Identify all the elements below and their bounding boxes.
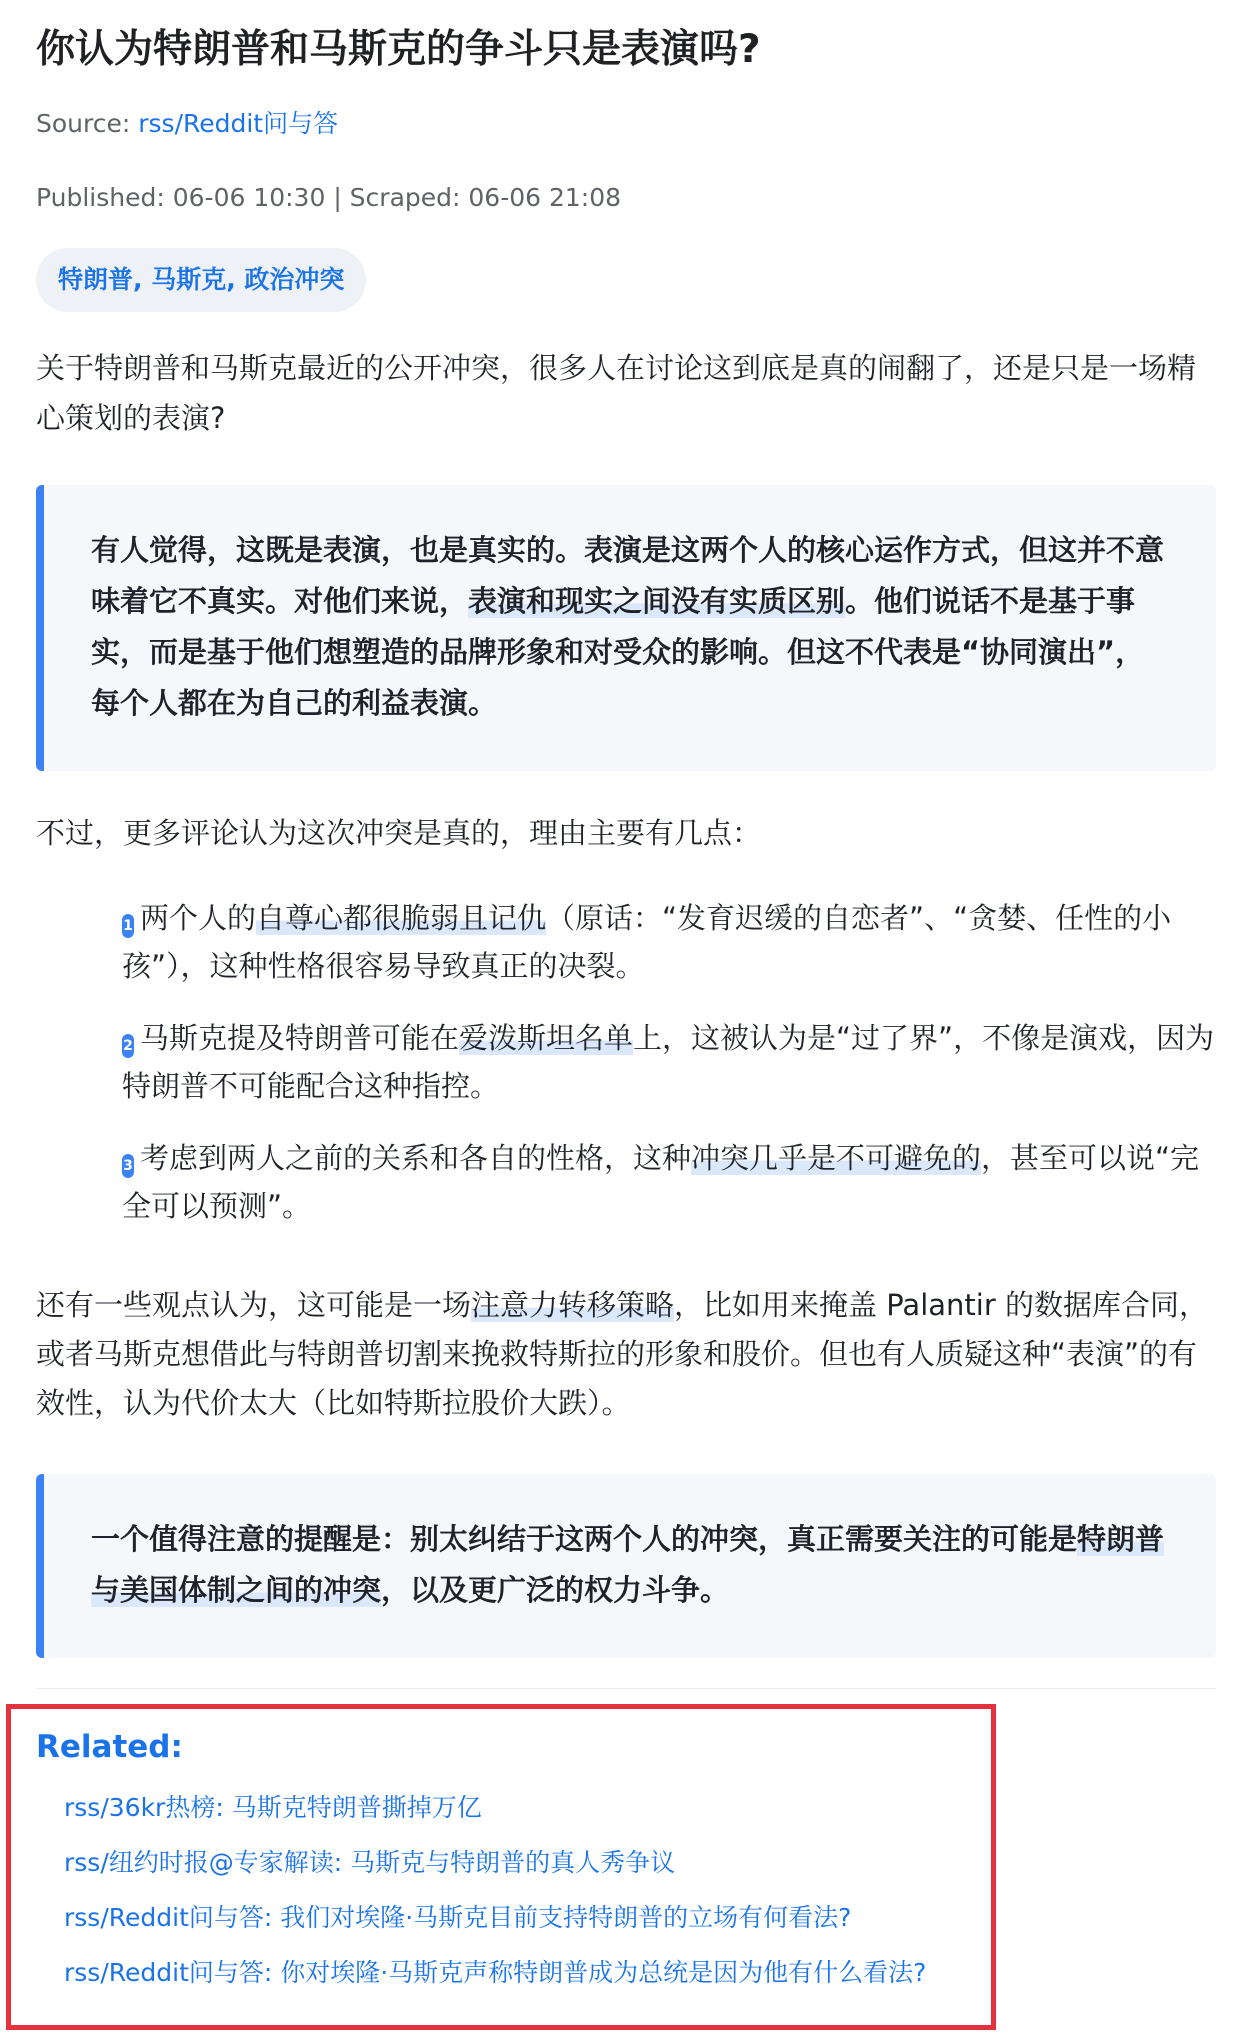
list-item-highlight: 自尊心都很脆弱且记仇 [256,901,547,935]
source-link[interactable]: rss/Reddit问与答 [138,109,339,138]
number-badge-icon: 3 [122,1154,134,1178]
tags-badge: 特朗普, 马斯克, 政治冲突 [36,248,366,312]
reasons-intro: 不过，更多评论认为这次冲突是真的，理由主要有几点： [36,816,762,850]
list-item [122,1134,1216,1230]
para3-text-after: ，比如用来掩盖 Palantir 的数据库合同，或者马斯克想借此与特朗普切割来挽救特斯拉的形象和股价。但也有人质疑这种“表演”的有效性，认为代价太大（比如特斯拉股价大跌）。 [36,1288,1208,1420]
list-item [122,894,1216,990]
list-item-text-after: 上，这被认为是“过了界”，不像是演戏，因为特朗普不可能配合这种指控。 [122,1021,1215,1103]
section-divider [36,1688,1216,1689]
blockquote-1 [36,485,1216,771]
quote2-text-after: ，以及更广泛的权力斗争。 [381,1573,730,1607]
quote1-highlight: 表演和现实之间没有实质区别 [468,584,846,618]
list-item-text-after: ，甚至可以说“完全可以预测”。 [122,1141,1200,1223]
page-title: 你认为特朗普和马斯克的争斗只是表演吗? [36,27,761,72]
related-link-2[interactable]: rss/纽约时报@专家解读: 马斯克与特朗普的真人秀争议 [64,1848,676,1877]
list-item-text-before: 马斯克提及特朗普可能在 [140,1021,460,1055]
analysis-paragraph [36,1281,1216,1428]
related-link-4[interactable]: rss/Reddit问与答: 你对埃隆·马斯克声称特朗普成为总统是因为他有什么看法? [64,1958,927,1987]
para3-highlight: 注意力转移策略 [471,1288,675,1322]
quote2-text-before: 一个值得注意的提醒是：别太纠结于这两个人的冲突，真正需要关注的可能是 [91,1522,1078,1556]
quote1-text-1: 有人觉得，这既是表演，也是真实的。表演是这两个人的核心运作方式，但这并不意味着它不真实。对他们来说， [91,533,1165,618]
quote1-text-2: 。他们说话不是基于事实，而是基于他们想塑造的品牌形象和对受众的影响。但这不代表是“协同演出”，每个人都在为自己的利益表演。 [91,584,1145,720]
source-line [36,106,338,142]
para3-text-before: 还有一些观点认为，这可能是一场 [36,1288,472,1322]
intro-paragraph: 关于特朗普和马斯克最近的公开冲突，很多人在讨论这到底是真的闹翻了，还是只是一场精心策划的表演? [36,351,1197,435]
list-item [64,1900,851,1936]
list-item-text-before: 两个人的 [140,901,257,935]
blockquote-2 [36,1474,1216,1658]
related-title: Related: [36,1729,183,1765]
list-item-text-before: 考虑到两人之前的关系和各自的性格，这种 [140,1141,692,1175]
list-item-highlight: 冲突几乎是不可避免的 [691,1141,982,1175]
number-badge-icon: 1 [122,914,134,938]
list-item [122,1014,1216,1110]
source-label: Source: [36,109,139,138]
list-item [64,1955,926,1991]
list-item-highlight: 爱泼斯坦名单 [459,1021,634,1055]
list-item [64,1790,482,1826]
related-link-3[interactable]: rss/Reddit问与答: 我们对埃隆·马斯克目前支持特朗普的立场有何看法? [64,1903,852,1932]
list-item [64,1845,675,1881]
list-item-text-after: （原话：“发育迟缓的自恋者”、“贪婪、任性的小孩”），这种性格很容易导致真正的决裂。 [122,901,1172,983]
quote2-highlight: 特朗普与美国体制之间的冲突 [91,1522,1165,1607]
dates-line: Published: 06-06 10:30 | Scraped: 06-06 21:08 [36,183,622,212]
related-link-1[interactable]: rss/36kr热榜: 马斯克特朗普撕掉万亿 [64,1793,482,1822]
number-badge-icon: 2 [122,1034,134,1058]
